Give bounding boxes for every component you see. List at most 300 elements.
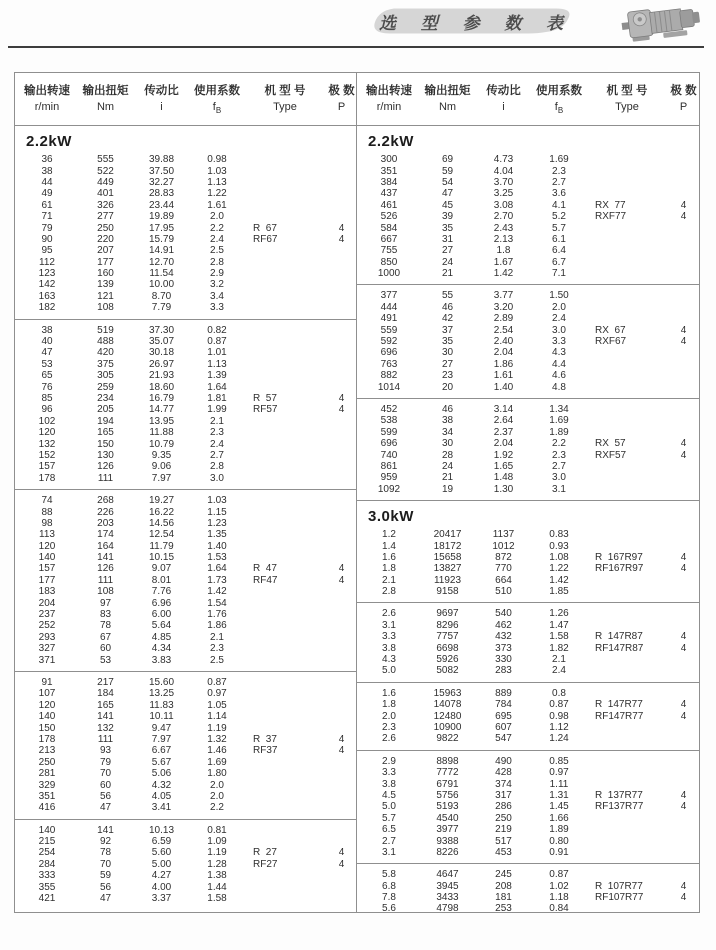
poles-cell: [667, 836, 700, 847]
speed-cell: 959: [380, 472, 398, 484]
type-cell: R 107R77: [595, 880, 643, 892]
torque-cell: 46: [441, 301, 454, 313]
ratio-cell: 30.18: [148, 347, 175, 359]
type-cell: [587, 620, 667, 631]
speed-cell: 526: [380, 211, 398, 223]
poles-cell: 4: [680, 642, 687, 654]
speed-cell: 371: [38, 654, 56, 666]
table-row: [359, 370, 699, 381]
poles-cell: [667, 302, 700, 313]
table-row: [359, 268, 699, 279]
ratio-cell: 32.27: [148, 176, 175, 188]
table-row: [17, 427, 356, 438]
table-body-right: [357, 126, 699, 920]
table-row: [359, 382, 699, 393]
table-row: [17, 518, 356, 529]
ratio-cell: 2.04: [493, 347, 514, 359]
speed-cell: 250: [38, 756, 56, 768]
table-row: [17, 677, 356, 688]
type-cell: [245, 870, 325, 881]
factor-cell: 1.40: [207, 540, 227, 552]
speed-cell: 755: [380, 245, 398, 257]
table-row: [359, 313, 699, 324]
table-block: [357, 863, 699, 920]
poles-cell: 4: [680, 631, 687, 643]
torque-cell: 9822: [436, 733, 459, 745]
table-row: [359, 801, 699, 812]
torque-cell: 23: [441, 370, 454, 382]
ratio-cell: 453: [495, 846, 512, 858]
type-cell: [587, 813, 667, 824]
ratio-cell: 2.70: [493, 211, 514, 223]
table-row: [17, 688, 356, 699]
poles-cell: [325, 302, 358, 313]
torque-cell: 7772: [436, 767, 459, 779]
table-block: [357, 500, 699, 602]
factor-cell: 1.89: [549, 426, 569, 438]
ratio-cell: 428: [495, 767, 512, 779]
type-cell: [245, 166, 325, 177]
type-cell: [587, 869, 667, 880]
poles-cell: [325, 245, 358, 256]
torque-cell: 259: [97, 381, 114, 393]
ratio-cell: 9.06: [151, 461, 172, 473]
ratio-cell: 1.30: [493, 483, 514, 495]
poles-cell: [325, 688, 358, 699]
table-row: [359, 223, 699, 234]
torque-cell: 27: [441, 245, 454, 257]
table-row: [359, 813, 699, 824]
torque-cell: 205: [97, 404, 114, 416]
speed-cell: 1.4: [382, 540, 396, 552]
table-row: [359, 438, 699, 449]
ratio-cell: 432: [495, 631, 512, 643]
torque-cell: 9388: [436, 835, 459, 847]
table-block: [357, 126, 699, 284]
type-cell: [587, 257, 667, 268]
torque-cell: 3945: [436, 880, 459, 892]
factor-cell: 3.1: [552, 483, 566, 495]
poles-cell: 4: [680, 892, 687, 904]
factor-cell: 1.50: [549, 290, 569, 302]
poles-cell: [325, 200, 358, 211]
ratio-cell: 19.27: [148, 495, 175, 507]
type-cell: [587, 722, 667, 733]
factor-cell: 2.9: [210, 268, 224, 280]
factor-cell: 0.97: [207, 688, 227, 700]
ratio-cell: 6.59: [151, 836, 172, 848]
type-cell: [245, 893, 325, 904]
speed-cell: 79: [41, 222, 53, 234]
type-cell: [245, 791, 325, 802]
type-cell: [245, 382, 325, 393]
table-row: [17, 211, 356, 222]
poles-cell: [667, 223, 700, 234]
torque-cell: 488: [97, 336, 114, 348]
table-row: [17, 347, 356, 358]
table-row: [359, 575, 699, 586]
factor-cell: 4.1: [552, 199, 566, 211]
table-header: [357, 73, 699, 126]
speed-cell: 592: [380, 336, 398, 348]
type-cell: [245, 291, 325, 302]
speed-cell: 7.8: [382, 892, 396, 904]
speed-cell: 2.6: [382, 733, 396, 745]
type-cell: [587, 836, 667, 847]
ratio-cell: 872: [495, 551, 512, 563]
ratio-cell: 373: [495, 642, 512, 654]
factor-cell: 1.31: [549, 789, 569, 801]
type-cell: [245, 780, 325, 791]
ratio-cell: 374: [495, 778, 512, 790]
speed-cell: 6.5: [382, 824, 396, 836]
type-cell: [245, 200, 325, 211]
speed-cell: 5.7: [382, 812, 396, 824]
type-cell: [587, 733, 667, 744]
ratio-cell: 4.34: [151, 643, 172, 655]
type-cell: R 147R87: [595, 631, 643, 643]
speed-cell: 2.8: [382, 586, 396, 598]
ratio-cell: 253: [495, 903, 512, 915]
poles-cell: [325, 882, 358, 893]
type-cell: [587, 166, 667, 177]
table-row: [17, 802, 356, 813]
ratio-cell: 250: [495, 812, 512, 824]
table-row: [359, 767, 699, 778]
column-header-ratio: 传动比 i: [144, 85, 179, 113]
torque-cell: 111: [97, 733, 114, 745]
ratio-cell: 16.22: [148, 506, 175, 518]
poles-cell: [325, 291, 358, 302]
poles-cell: [667, 779, 700, 790]
poles-cell: 4: [680, 449, 687, 461]
speed-cell: 96: [41, 404, 53, 416]
factor-cell: 4.4: [552, 358, 566, 370]
factor-cell: 2.1: [552, 654, 566, 666]
poles-cell: [667, 688, 700, 699]
ratio-cell: 13.95: [148, 415, 175, 427]
ratio-cell: 695: [495, 710, 512, 722]
table-row: [17, 643, 356, 654]
type-cell: [245, 416, 325, 427]
factor-cell: 2.4: [210, 233, 224, 245]
speed-cell: 213: [38, 745, 56, 757]
speed-cell: 178: [38, 733, 56, 745]
torque-cell: 139: [97, 279, 114, 291]
torque-cell: 3977: [436, 824, 459, 836]
speed-cell: 329: [38, 779, 56, 791]
type-cell: [587, 415, 667, 426]
torque-cell: 130: [97, 449, 114, 461]
type-cell: RF37: [253, 745, 278, 757]
table-row: [17, 416, 356, 427]
type-cell: [245, 211, 325, 222]
type-cell: RF107R77: [595, 892, 644, 904]
poles-cell: [325, 643, 358, 654]
column-header-poles: 极 数 P: [670, 85, 697, 113]
torque-cell: 164: [97, 540, 114, 552]
type-cell: [587, 268, 667, 279]
type-cell: RF27: [253, 858, 278, 870]
factor-cell: 1.02: [549, 880, 569, 892]
torque-cell: 420: [97, 347, 114, 359]
speed-cell: 355: [38, 881, 56, 893]
factor-cell: 3.3: [552, 336, 566, 348]
type-cell: [245, 632, 325, 643]
torque-cell: 93: [99, 745, 112, 757]
table-row: [17, 882, 356, 893]
table-row: [17, 552, 356, 563]
speed-cell: 599: [380, 426, 398, 438]
ratio-cell: 9.35: [151, 449, 172, 461]
speed-cell: 88: [41, 506, 53, 518]
speed-cell: 44: [41, 176, 53, 188]
speed-cell: 538: [380, 415, 398, 427]
table-row: [17, 200, 356, 211]
type-cell: R 27: [253, 847, 277, 859]
table-row: [359, 563, 699, 574]
speed-cell: 281: [38, 768, 56, 780]
speed-cell: 140: [38, 824, 56, 836]
poles-cell: 4: [338, 393, 345, 404]
table-row: [359, 620, 699, 631]
speed-cell: 559: [380, 324, 398, 336]
table-row: [359, 257, 699, 268]
table-row: [359, 415, 699, 426]
table-row: [17, 257, 356, 268]
poles-cell: [667, 347, 700, 358]
speed-cell: 452: [380, 404, 398, 415]
torque-cell: 4647: [436, 869, 459, 881]
torque-cell: 108: [97, 302, 114, 314]
poles-cell: [667, 166, 700, 177]
table-row: [359, 541, 699, 552]
speed-cell: 123: [38, 268, 56, 280]
type-cell: [245, 359, 325, 370]
type-cell: [245, 609, 325, 620]
poles-cell: [667, 382, 700, 393]
torque-cell: 6698: [436, 642, 459, 654]
factor-cell: 1.69: [549, 154, 569, 166]
ratio-cell: 2.64: [493, 415, 514, 427]
torque-cell: 9697: [436, 608, 459, 620]
factor-cell: 0.98: [549, 710, 569, 722]
speed-cell: 1014: [377, 381, 401, 393]
factor-cell: 2.5: [210, 654, 224, 666]
factor-cell: 3.0: [552, 324, 566, 336]
speed-cell: 861: [380, 460, 398, 472]
table-row: [359, 654, 699, 665]
torque-cell: 37: [441, 324, 454, 336]
poles-cell: [667, 245, 700, 256]
column-header-factor: 使用系数 $f_B$: [194, 85, 240, 116]
speed-cell: 112: [39, 256, 55, 268]
ratio-cell: 6.67: [151, 745, 172, 757]
speed-cell: 3.1: [382, 846, 396, 858]
type-cell: [245, 723, 325, 734]
torque-cell: 67: [99, 631, 112, 643]
torque-cell: 30: [441, 347, 454, 359]
table-row: [17, 836, 356, 847]
speed-cell: 38: [41, 324, 53, 336]
factor-cell: 0.97: [549, 767, 569, 779]
speed-cell: 1.8: [382, 563, 396, 575]
type-cell: [245, 325, 325, 336]
factor-cell: 0.83: [549, 529, 569, 541]
table-row: [359, 166, 699, 177]
torque-cell: 55: [441, 290, 454, 302]
type-cell: [245, 688, 325, 699]
torque-cell: 277: [97, 211, 114, 223]
ratio-cell: 11.83: [149, 699, 174, 711]
poles-cell: [325, 279, 358, 290]
table-row: [17, 223, 356, 234]
poles-cell: [325, 507, 358, 518]
poles-cell: [667, 529, 700, 540]
poles-cell: [667, 654, 700, 665]
speed-cell: 107: [38, 688, 56, 700]
torque-cell: 177: [97, 256, 114, 268]
factor-cell: 1.01: [207, 347, 227, 359]
speed-cell: 5.0: [382, 801, 396, 813]
ratio-cell: 37.50: [148, 165, 175, 177]
poles-cell: [667, 733, 700, 744]
type-cell: RF67: [253, 233, 278, 245]
poles-cell: 4: [680, 336, 687, 348]
ratio-cell: 1012: [492, 540, 515, 552]
ratio-cell: 4.05: [151, 790, 172, 802]
speed-cell: 150: [38, 722, 56, 734]
type-cell: R 67: [253, 222, 277, 234]
speed-cell: 491: [380, 313, 398, 325]
page-title: 选 型 参 数 表: [379, 13, 573, 33]
poles-cell: [325, 541, 358, 552]
factor-cell: 0.98: [207, 154, 227, 166]
poles-cell: [325, 188, 358, 199]
torque-cell: 79: [99, 756, 112, 768]
table-row: [17, 188, 356, 199]
ratio-cell: 181: [495, 892, 512, 904]
poles-cell: 4: [680, 710, 687, 722]
torque-cell: 78: [99, 847, 112, 859]
power-section-label: 3.0kW: [368, 508, 414, 526]
speed-cell: 2.6: [382, 608, 396, 620]
poles-cell: [667, 177, 700, 188]
poles-cell: [325, 461, 358, 472]
table-row: [17, 620, 356, 631]
ratio-cell: 3.77: [493, 290, 514, 302]
speed-cell: 163: [38, 290, 56, 302]
ratio-cell: 14.77: [148, 404, 175, 416]
table-row: [17, 325, 356, 336]
factor-cell: 1.18: [549, 892, 569, 904]
type-cell: [245, 268, 325, 279]
factor-cell: 1.26: [549, 608, 569, 620]
ratio-cell: 286: [495, 801, 512, 813]
factor-cell: 1.61: [207, 199, 227, 211]
speed-cell: 65: [41, 370, 53, 382]
table-row: [17, 575, 356, 586]
factor-cell: 1.28: [207, 858, 227, 870]
table-row: [17, 336, 356, 347]
torque-cell: 165: [97, 699, 114, 711]
type-cell: [245, 552, 325, 563]
table-row: [359, 586, 699, 597]
torque-cell: 59: [441, 165, 454, 177]
table-row: [359, 302, 699, 313]
speed-cell: 178: [38, 472, 56, 484]
type-cell: [245, 461, 325, 472]
type-cell: [245, 302, 325, 313]
table-row: [17, 234, 356, 245]
factor-cell: 1.32: [207, 733, 227, 745]
table-row: [359, 881, 699, 892]
factor-cell: 1.35: [207, 529, 227, 541]
speed-cell: 47: [41, 347, 53, 359]
ratio-cell: 2.04: [493, 438, 514, 450]
speed-cell: 237: [38, 609, 56, 621]
type-cell: [245, 473, 325, 484]
type-cell: [245, 882, 325, 893]
speed-cell: 5.8: [382, 869, 396, 881]
torque-cell: 326: [97, 199, 114, 211]
torque-cell: 141: [97, 552, 114, 564]
type-cell: [245, 336, 325, 347]
poles-cell: 4: [338, 222, 345, 234]
torque-cell: 15963: [433, 687, 462, 699]
table-row: [17, 825, 356, 836]
type-cell: RXF67: [595, 336, 627, 348]
table-row: [359, 892, 699, 903]
poles-cell: [325, 552, 358, 563]
speed-cell: 2.1: [382, 574, 396, 586]
poles-cell: [667, 608, 700, 619]
factor-cell: 2.7: [210, 449, 224, 461]
speed-cell: 3.1: [382, 619, 396, 631]
torque-cell: 111: [97, 472, 114, 484]
type-cell: [245, 245, 325, 256]
poles-cell: [325, 473, 358, 484]
column-header-type: 机 型 号 Type: [606, 85, 648, 113]
type-cell: [245, 768, 325, 779]
ratio-cell: 3.25: [493, 188, 514, 200]
type-cell: RF147R77: [595, 710, 644, 722]
table-row: [359, 450, 699, 461]
poles-cell: [667, 484, 700, 495]
table-row: [17, 370, 356, 381]
factor-cell: 1.64: [207, 563, 227, 575]
speed-cell: 254: [38, 847, 56, 859]
speed-cell: 71: [41, 211, 53, 223]
poles-cell: 4: [680, 551, 687, 563]
factor-cell: 5.7: [552, 222, 566, 234]
torque-cell: 226: [97, 506, 114, 518]
speed-cell: 284: [38, 858, 56, 870]
ratio-cell: 7.97: [151, 472, 172, 484]
table-row: [359, 779, 699, 790]
factor-cell: 2.3: [552, 449, 566, 461]
poles-cell: 4: [680, 789, 687, 801]
factor-cell: 1.42: [207, 586, 227, 598]
ratio-cell: 490: [495, 755, 512, 767]
type-cell: [245, 802, 325, 813]
type-cell: RF47: [253, 574, 278, 586]
torque-cell: 8296: [436, 619, 459, 631]
factor-cell: 1.03: [207, 165, 227, 177]
column-header-torque: 输出扭矩 Nm: [424, 85, 471, 113]
ratio-cell: 540: [495, 608, 512, 620]
torque-cell: 13827: [433, 563, 462, 575]
